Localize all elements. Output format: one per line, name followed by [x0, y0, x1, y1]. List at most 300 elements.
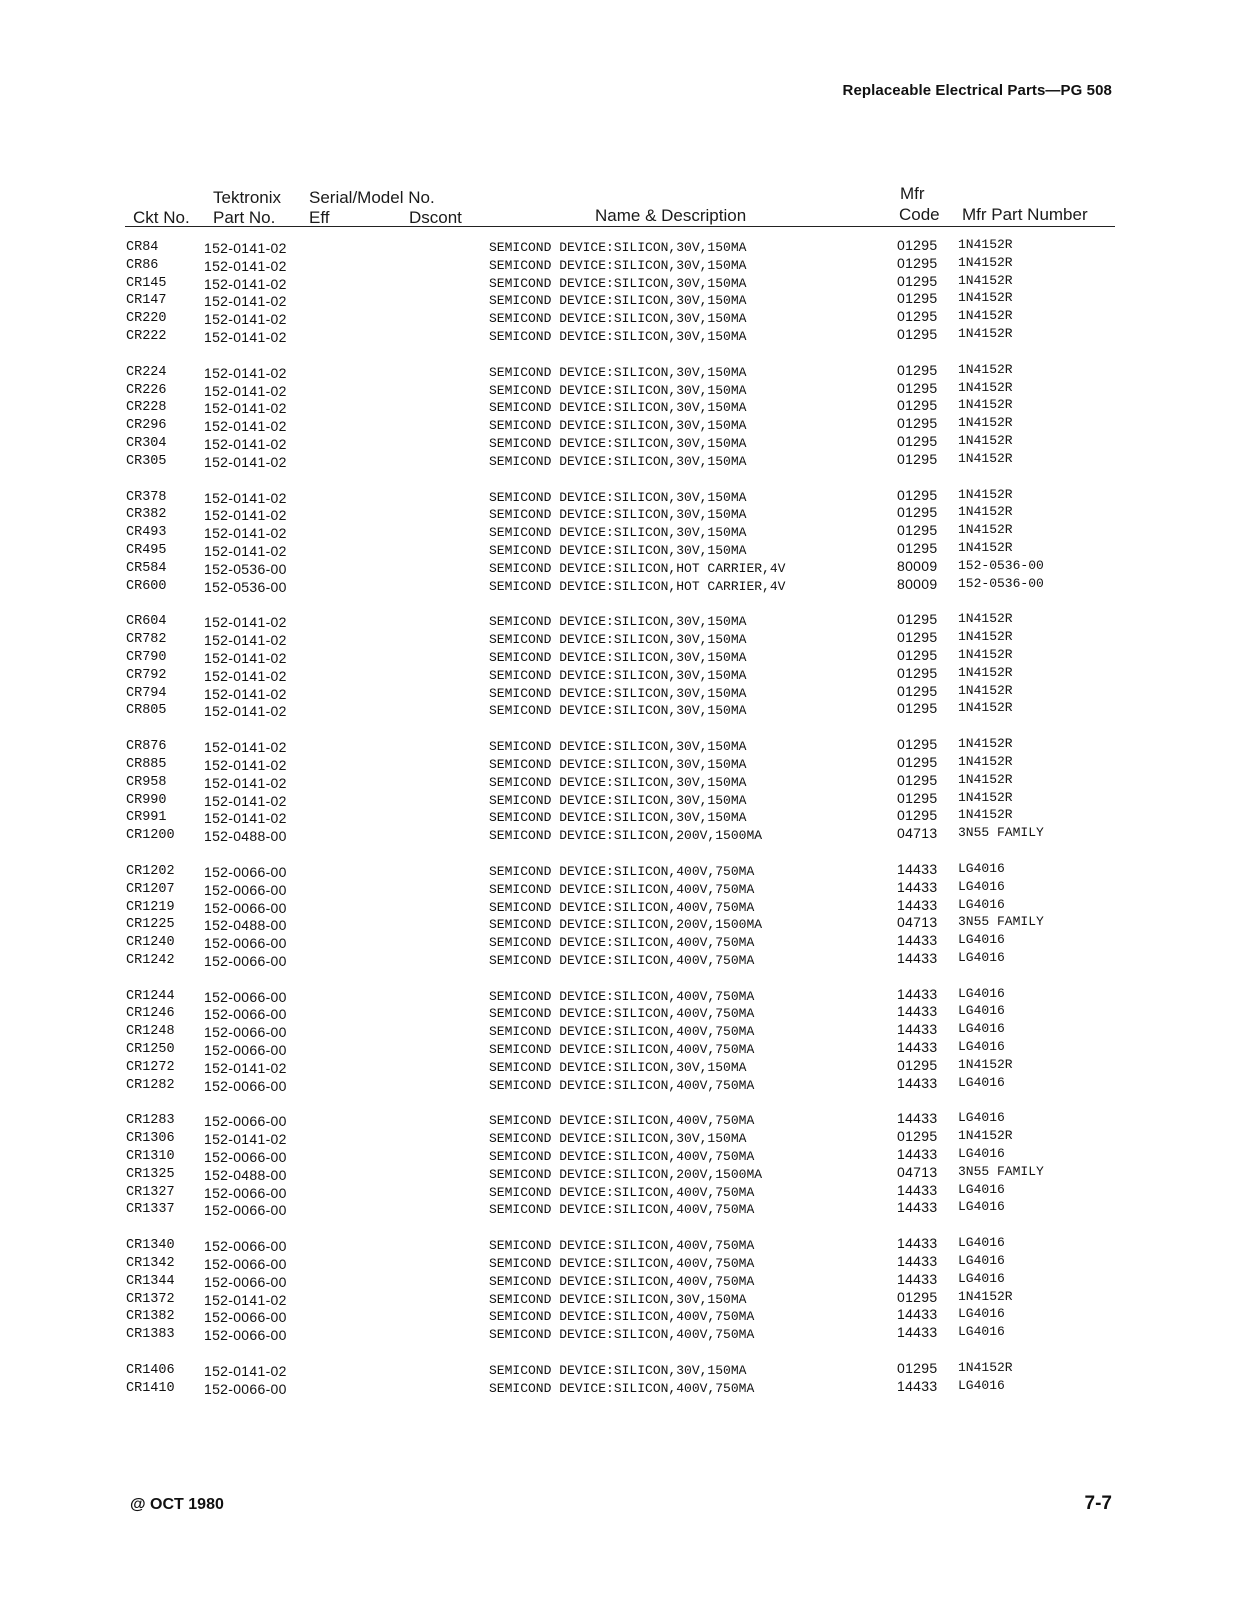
table-row [0, 415, 1237, 436]
description-cell: SEMICOND DEVICE:SILICON,30V,150MA [489, 293, 747, 309]
ckt-no-cell: CR145 [126, 275, 167, 291]
mfr-code-cell: 14433 [897, 949, 938, 966]
ckt-no-cell: CR1337 [126, 1202, 175, 1218]
description-cell: SEMICOND DEVICE:SILICON,400V,750MA [489, 899, 755, 915]
mfr-code-cell: 14433 [897, 860, 938, 877]
mfr-part-number-cell: 1N4152R [958, 771, 1013, 787]
ckt-no-cell: CR228 [126, 400, 167, 416]
mfr-part-number-cell: 1N4152R [958, 237, 1013, 252]
description-cell: SEMICOND DEVICE:SILICON,30V,150MA [489, 328, 747, 344]
ckt-no-cell: CR493 [126, 525, 167, 541]
mfr-part-number-cell: 1N4152R [958, 522, 1013, 538]
mfr-code-cell: 01295 [897, 1128, 938, 1145]
mfr-code-cell: 01295 [897, 254, 938, 271]
mfr-part-number-cell: LG4016 [958, 860, 1005, 876]
description-cell: SEMICOND DEVICE:SILICON,400V,750MA [489, 988, 755, 1004]
mfr-part-number-cell: LG4016 [958, 1074, 1005, 1090]
description-cell: SEMICOND DEVICE:SILICON,400V,750MA [489, 1184, 755, 1200]
mfr-code-cell: 01295 [897, 272, 938, 289]
part-no-cell: 152-0066-00 [204, 1113, 287, 1130]
mfr-code-cell: 01295 [897, 1056, 938, 1073]
description-cell: SEMICOND DEVICE:SILICON,30V,150MA [489, 1291, 747, 1307]
page-number: 7-7 [1084, 1493, 1112, 1514]
part-no-cell: 152-0066-00 [204, 1273, 287, 1290]
part-no-cell: 152-0066-00 [204, 899, 287, 916]
parts-group [0, 860, 1237, 971]
part-no-cell: 152-0141-02 [204, 257, 287, 274]
part-no-cell: 152-0066-00 [204, 1006, 287, 1023]
ckt-no-cell: CR378 [126, 489, 167, 505]
ckt-no-cell: CR1342 [126, 1256, 175, 1272]
description-cell: SEMICOND DEVICE:SILICON,30V,150MA [489, 489, 747, 505]
table-row [0, 753, 1237, 775]
mfr-part-number-cell: LG4016 [958, 1270, 1005, 1286]
description-cell: SEMICOND DEVICE:SILICON,30V,150MA [489, 774, 747, 790]
table-row [0, 1306, 1237, 1327]
header-name-description: Name & Description [595, 206, 747, 225]
mfr-part-number-cell: 1N4152R [958, 254, 1013, 270]
table-row [0, 825, 1237, 846]
description-cell: SEMICOND DEVICE:SILICON,400V,750MA [489, 1006, 755, 1022]
description-cell: SEMICOND DEVICE:SILICON,400V,750MA [489, 1327, 755, 1343]
part-no-cell: 152-0141-02 [204, 328, 287, 345]
mfr-code-cell: 14433 [897, 1146, 938, 1163]
description-cell: SEMICOND DEVICE:SILICON,30V,150MA [489, 739, 747, 755]
table-row [0, 1039, 1237, 1060]
mfr-part-number-cell: LG4016 [958, 1306, 1005, 1322]
part-no-cell: 152-0066-00 [204, 881, 287, 898]
mfr-code-cell: 01295 [897, 379, 938, 396]
ckt-no-cell: CR84 [126, 240, 159, 255]
mfr-part-number-cell: LG4016 [958, 932, 1005, 948]
ckt-no-cell: CR222 [126, 328, 167, 344]
mfr-part-number-cell: 1N4152R [958, 504, 1013, 520]
part-no-cell: 152-0066-00 [204, 935, 287, 952]
mfr-code-cell: 01295 [897, 700, 938, 717]
mfr-code-cell: 80009 [897, 575, 938, 592]
parts-group [0, 611, 1237, 721]
part-no-cell: 152-0066-00 [204, 1077, 287, 1094]
table-row [0, 1360, 1237, 1381]
part-no-cell: 152-0141-02 [204, 453, 287, 470]
ckt-no-cell: CR1200 [126, 828, 175, 844]
mfr-part-number-cell: 1N4152R [958, 682, 1013, 698]
mfr-code-cell: 01295 [897, 522, 938, 539]
ckt-no-cell: CR805 [126, 703, 167, 719]
table-row [0, 522, 1237, 543]
header-dscont: Dscont [409, 208, 462, 227]
table-row [0, 736, 1237, 757]
table-row [0, 985, 1237, 1007]
ckt-no-cell: CR1246 [126, 1006, 175, 1022]
part-no-cell: 152-0066-00 [204, 1327, 287, 1344]
part-no-cell: 152-0066-00 [204, 952, 287, 969]
mfr-code-cell: 04713 [897, 825, 938, 842]
description-cell: SEMICOND DEVICE:SILICON,30V,150MA [489, 453, 747, 469]
mfr-code-cell: 01295 [897, 753, 938, 770]
table-row [0, 1377, 1237, 1399]
mfr-code-cell: 14433 [897, 1003, 938, 1020]
table-row [0, 629, 1237, 650]
ckt-no-cell: CR1340 [126, 1238, 175, 1254]
description-cell: SEMICOND DEVICE:SILICON,200V,1500MA [489, 828, 763, 844]
table-row [0, 664, 1237, 686]
part-no-cell: 152-0141-02 [204, 739, 287, 756]
mfr-code-cell: 14433 [897, 878, 938, 895]
part-no-cell: 152-0141-02 [204, 293, 287, 310]
mfr-code-cell: 14433 [897, 1074, 938, 1091]
header-code: Code [899, 205, 940, 224]
mfr-code-cell: 01295 [897, 736, 938, 753]
description-cell: SEMICOND DEVICE:SILICON,30V,150MA [489, 1131, 747, 1147]
header-ckt-no: Ckt No. [133, 208, 190, 227]
table-row [0, 1056, 1237, 1078]
table-row [0, 860, 1237, 882]
ckt-no-cell: CR1282 [126, 1077, 175, 1093]
ckt-no-cell: CR1344 [126, 1273, 175, 1289]
part-no-cell: 152-0488-00 [204, 917, 287, 934]
mfr-code-cell: 01295 [897, 325, 938, 342]
mfr-part-number-cell: 1N4152R [958, 664, 1013, 680]
ckt-no-cell: CR1250 [126, 1042, 175, 1058]
description-cell: SEMICOND DEVICE:SILICON,400V,750MA [489, 1309, 755, 1325]
part-no-cell: 152-0536-00 [204, 578, 287, 595]
table-row [0, 237, 1237, 258]
part-no-cell: 152-0488-00 [204, 1166, 287, 1183]
mfr-part-number-cell: LG4016 [958, 896, 1005, 912]
mfr-part-number-cell: LG4016 [958, 1235, 1005, 1251]
mfr-part-number-cell: 152-0536-00 [958, 557, 1044, 573]
description-cell: SEMICOND DEVICE:SILICON,30V,150MA [489, 364, 747, 380]
ckt-no-cell: CR224 [126, 364, 167, 380]
description-cell: SEMICOND DEVICE:SILICON,30V,150MA [489, 240, 747, 255]
part-no-cell: 152-0066-00 [204, 1184, 287, 1201]
ckt-no-cell: CR1219 [126, 899, 175, 915]
description-cell: SEMICOND DEVICE:SILICON,30V,150MA [489, 525, 747, 541]
description-cell: SEMICOND DEVICE:SILICON,400V,750MA [489, 1042, 755, 1058]
header-eff: Eff [309, 208, 330, 227]
parts-group [0, 486, 1237, 597]
table-row [0, 878, 1237, 900]
ckt-no-cell: CR604 [126, 614, 167, 630]
table-row [0, 575, 1237, 597]
description-cell: SEMICOND DEVICE:SILICON,200V,1500MA [489, 1166, 763, 1182]
table-row [0, 1146, 1237, 1167]
parts-group [0, 985, 1237, 1096]
ckt-no-cell: CR1327 [126, 1184, 175, 1200]
description-cell: SEMICOND DEVICE:SILICON,30V,150MA [489, 1059, 747, 1075]
ckt-no-cell: CR792 [126, 667, 167, 683]
ckt-no-cell: CR1372 [126, 1291, 175, 1307]
ckt-no-cell: CR147 [126, 293, 167, 309]
mfr-code-cell: 01295 [897, 807, 938, 824]
mfr-code-cell: 14433 [897, 1253, 938, 1270]
part-no-cell: 152-0141-02 [204, 792, 287, 809]
ckt-no-cell: CR1248 [126, 1024, 175, 1040]
part-no-cell: 152-0066-00 [204, 1256, 287, 1273]
header-rule [125, 226, 1115, 227]
ckt-no-cell: CR382 [126, 507, 167, 523]
table-row [0, 807, 1237, 828]
mfr-part-number-cell: 1N4152R [958, 1128, 1013, 1144]
mfr-code-cell: 14433 [897, 1270, 938, 1287]
description-cell: SEMICOND DEVICE:SILICON,30V,150MA [489, 400, 747, 416]
table-row [0, 789, 1237, 811]
mfr-part-number-cell: LG4016 [958, 1199, 1005, 1215]
part-no-cell: 152-0141-02 [204, 240, 287, 256]
part-no-cell: 152-0141-02 [204, 614, 287, 631]
part-no-cell: 152-0141-02 [204, 542, 287, 559]
ckt-no-cell: CR1406 [126, 1363, 175, 1379]
ckt-no-cell: CR495 [126, 542, 167, 558]
table-row [0, 539, 1237, 561]
mfr-code-cell: 01295 [897, 646, 938, 663]
description-cell: SEMICOND DEVICE:SILICON,30V,150MA [489, 614, 747, 630]
part-no-cell: 152-0141-02 [204, 382, 287, 399]
part-no-cell: 152-0066-00 [204, 1042, 287, 1059]
header-serial-model: Serial/Model No. [309, 188, 435, 207]
running-head: Replaceable Electrical Parts—PG 508 [842, 82, 1112, 99]
mfr-code-cell: 01295 [897, 432, 938, 449]
description-cell: SEMICOND DEVICE:SILICON,30V,150MA [489, 542, 747, 558]
mfr-part-number-cell: 1N4152R [958, 1288, 1013, 1304]
part-no-cell: 152-0066-00 [204, 1380, 287, 1397]
part-no-cell: 152-0141-02 [204, 364, 287, 381]
parts-group [0, 237, 1237, 347]
mfr-part-number-cell: LG4016 [958, 878, 1005, 894]
table-row [0, 1003, 1237, 1024]
table-row [0, 896, 1237, 918]
table-row [0, 308, 1237, 329]
mfr-part-number-cell: LG4016 [958, 1110, 1005, 1126]
part-no-cell: 152-0066-00 [204, 1024, 287, 1041]
mfr-code-cell: 01295 [897, 771, 938, 788]
description-cell: SEMICOND DEVICE:SILICON,400V,750MA [489, 1077, 755, 1093]
header-mfr: Mfr [900, 184, 925, 203]
part-no-cell: 152-0141-02 [204, 667, 287, 684]
part-no-cell: 152-0141-02 [204, 756, 287, 773]
description-cell: SEMICOND DEVICE:SILICON,30V,150MA [489, 756, 747, 772]
part-no-cell: 152-0141-02 [204, 810, 287, 827]
mfr-part-number-cell: LG4016 [958, 1003, 1005, 1019]
table-row [0, 272, 1237, 294]
mfr-part-number-cell: 1N4152R [958, 432, 1013, 448]
description-cell: SEMICOND DEVICE:SILICON,400V,750MA [489, 1024, 755, 1040]
mfr-code-cell: 14433 [897, 1324, 938, 1341]
mfr-part-number-cell: 1N4152R [958, 700, 1013, 716]
table-row [0, 450, 1237, 472]
parts-group [0, 361, 1237, 472]
description-cell: SEMICOND DEVICE:SILICON,400V,750MA [489, 935, 755, 951]
part-no-cell: 152-0141-02 [204, 685, 287, 702]
mfr-part-number-cell: 1N4152R [958, 450, 1013, 466]
mfr-code-cell: 14433 [897, 1235, 938, 1252]
mfr-code-cell: 01295 [897, 629, 938, 646]
part-no-cell: 152-0141-02 [204, 774, 287, 791]
table-row [0, 1235, 1237, 1256]
mfr-code-cell: 14433 [897, 1021, 938, 1038]
description-cell: SEMICOND DEVICE:SILICON,30V,150MA [489, 649, 747, 665]
description-cell: SEMICOND DEVICE:SILICON,30V,150MA [489, 667, 747, 683]
table-row [0, 682, 1237, 704]
mfr-code-cell: 01295 [897, 397, 938, 414]
mfr-part-number-cell: 1N4152R [958, 736, 1013, 752]
description-cell: SEMICOND DEVICE:SILICON,30V,150MA [489, 507, 747, 523]
description-cell: SEMICOND DEVICE:SILICON,30V,150MA [489, 792, 747, 808]
ckt-no-cell: CR885 [126, 756, 167, 772]
ckt-no-cell: CR1382 [126, 1309, 175, 1325]
mfr-part-number-cell: 1N4152R [958, 325, 1013, 341]
description-cell: SEMICOND DEVICE:SILICON,30V,150MA [489, 435, 747, 451]
mfr-part-number-cell: LG4016 [958, 949, 1005, 965]
table-row [0, 1199, 1237, 1220]
mfr-code-cell: 01295 [897, 290, 938, 307]
description-cell: SEMICOND DEVICE:SILICON,400V,750MA [489, 1380, 755, 1396]
part-no-cell: 152-0066-00 [204, 1202, 287, 1219]
table-row [0, 486, 1237, 508]
mfr-code-cell: 14433 [897, 1039, 938, 1056]
mfr-part-number-cell: 1N4152R [958, 290, 1013, 306]
ckt-no-cell: CR1272 [126, 1059, 175, 1075]
mfr-code-cell: 01295 [897, 611, 938, 628]
description-cell: SEMICOND DEVICE:SILICON,30V,150MA [489, 632, 747, 648]
table-row [0, 1181, 1237, 1203]
part-no-cell: 152-0141-02 [204, 525, 287, 542]
mfr-code-cell: 01295 [897, 504, 938, 521]
ckt-no-cell: CR1383 [126, 1327, 175, 1343]
mfr-code-cell: 14433 [897, 1181, 938, 1198]
mfr-code-cell: 01295 [897, 415, 938, 432]
header-mfr-part-number: Mfr Part Number [962, 205, 1088, 224]
ckt-no-cell: CR304 [126, 435, 167, 451]
table-row [0, 504, 1237, 525]
table-row [0, 1253, 1237, 1274]
mfr-part-number-cell: 1N4152R [958, 753, 1013, 769]
mfr-part-number-cell: 1N4152R [958, 361, 1013, 377]
mfr-code-cell: 14433 [897, 1377, 938, 1394]
table-row [0, 949, 1237, 971]
description-cell: SEMICOND DEVICE:SILICON,30V,150MA [489, 257, 747, 273]
part-no-cell: 152-0066-00 [204, 1238, 287, 1255]
description-cell: SEMICOND DEVICE:SILICON,30V,150MA [489, 311, 747, 327]
ckt-no-cell: CR782 [126, 632, 167, 648]
ckt-no-cell: CR1310 [126, 1149, 175, 1165]
mfr-part-number-cell: LG4016 [958, 1181, 1005, 1197]
table-row [0, 914, 1237, 935]
ckt-no-cell: CR991 [126, 810, 167, 826]
ckt-no-cell: CR1242 [126, 952, 175, 968]
part-no-cell: 152-0141-02 [204, 275, 287, 292]
mfr-part-number-cell: 1N4152R [958, 1056, 1013, 1072]
ckt-no-cell: CR1325 [126, 1166, 175, 1182]
mfr-part-number-cell: 1N4152R [958, 629, 1013, 645]
description-cell: SEMICOND DEVICE:SILICON,400V,750MA [489, 1202, 755, 1218]
ckt-no-cell: CR220 [126, 311, 167, 327]
table-row [0, 325, 1237, 347]
table-row [0, 432, 1237, 454]
table-row [0, 254, 1237, 276]
mfr-code-cell: 80009 [897, 557, 938, 574]
mfr-code-cell: 14433 [897, 1199, 938, 1216]
ckt-no-cell: CR296 [126, 418, 167, 434]
part-no-cell: 152-0488-00 [204, 828, 287, 845]
table-row [0, 1270, 1237, 1292]
table-row [0, 932, 1237, 953]
mfr-code-cell: 01295 [897, 1360, 938, 1377]
description-cell: SEMICOND DEVICE:SILICON,400V,750MA [489, 1256, 755, 1272]
mfr-part-number-cell: LG4016 [958, 1146, 1005, 1162]
ckt-no-cell: CR305 [126, 453, 167, 469]
description-cell: SEMICOND DEVICE:SILICON,30V,150MA [489, 1363, 747, 1379]
table-row [0, 646, 1237, 668]
table-row [0, 1324, 1237, 1345]
description-cell: SEMICOND DEVICE:SILICON,200V,1500MA [489, 917, 763, 933]
ckt-no-cell: CR1283 [126, 1113, 175, 1129]
mfr-part-number-cell: LG4016 [958, 1039, 1005, 1055]
description-cell: SEMICOND DEVICE:SILICON,30V,150MA [489, 275, 747, 291]
mfr-part-number-cell: 1N4152R [958, 379, 1013, 395]
description-cell: SEMICOND DEVICE:SILICON,400V,750MA [489, 1113, 755, 1129]
table-row [0, 1288, 1237, 1310]
description-cell: SEMICOND DEVICE:SILICON,400V,750MA [489, 863, 755, 879]
mfr-part-number-cell: LG4016 [958, 1324, 1005, 1340]
table-row [0, 361, 1237, 383]
ckt-no-cell: CR1306 [126, 1131, 175, 1147]
ckt-no-cell: CR1244 [126, 988, 175, 1004]
description-cell: SEMICOND DEVICE:SILICON,30V,150MA [489, 703, 747, 719]
mfr-part-number-cell: 1N4152R [958, 415, 1013, 431]
table-row [0, 290, 1237, 311]
parts-group [0, 1235, 1237, 1345]
header-part-no: Part No. [213, 208, 276, 227]
mfr-code-cell: 14433 [897, 932, 938, 949]
part-no-cell: 152-0141-02 [204, 311, 287, 328]
parts-group [0, 1110, 1237, 1220]
table-row [0, 611, 1237, 632]
parts-group [0, 736, 1237, 846]
mfr-part-number-cell: 3N55 FAMILY [958, 914, 1044, 930]
part-no-cell: 152-0066-00 [204, 1149, 287, 1166]
table-row [0, 1074, 1237, 1096]
description-cell: SEMICOND DEVICE:SILICON,HOT CARRIER,4V [489, 578, 786, 594]
mfr-part-number-cell: 1N4152R [958, 272, 1013, 288]
part-no-cell: 152-0141-02 [204, 1291, 287, 1308]
mfr-part-number-cell: 1N4152R [958, 308, 1013, 324]
description-cell: SEMICOND DEVICE:SILICON,30V,150MA [489, 418, 747, 434]
description-cell: SEMICOND DEVICE:SILICON,400V,750MA [489, 1149, 755, 1165]
mfr-code-cell: 04713 [897, 914, 938, 931]
ckt-no-cell: CR600 [126, 578, 167, 594]
description-cell: SEMICOND DEVICE:SILICON,HOT CARRIER,4V [489, 560, 786, 576]
mfr-code-cell: 01295 [897, 682, 938, 699]
table-row [0, 1021, 1237, 1042]
mfr-part-number-cell: 1N4152R [958, 486, 1013, 502]
mfr-code-cell: 01295 [897, 308, 938, 325]
mfr-part-number-cell: 1N4152R [958, 1360, 1013, 1376]
ckt-no-cell: CR1225 [126, 917, 175, 933]
mfr-code-cell: 14433 [897, 1306, 938, 1323]
ckt-no-cell: CR876 [126, 739, 167, 755]
parts-list [0, 237, 1237, 1417]
ckt-no-cell: CR990 [126, 792, 167, 808]
table-row [0, 1128, 1237, 1149]
mfr-code-cell: 14433 [897, 985, 938, 1002]
mfr-part-number-cell: 3N55 FAMILY [958, 825, 1044, 841]
mfr-code-cell: 01295 [897, 664, 938, 681]
part-no-cell: 152-0141-02 [204, 1363, 287, 1380]
table-row [0, 1110, 1237, 1131]
part-no-cell: 152-0141-02 [204, 1131, 287, 1148]
